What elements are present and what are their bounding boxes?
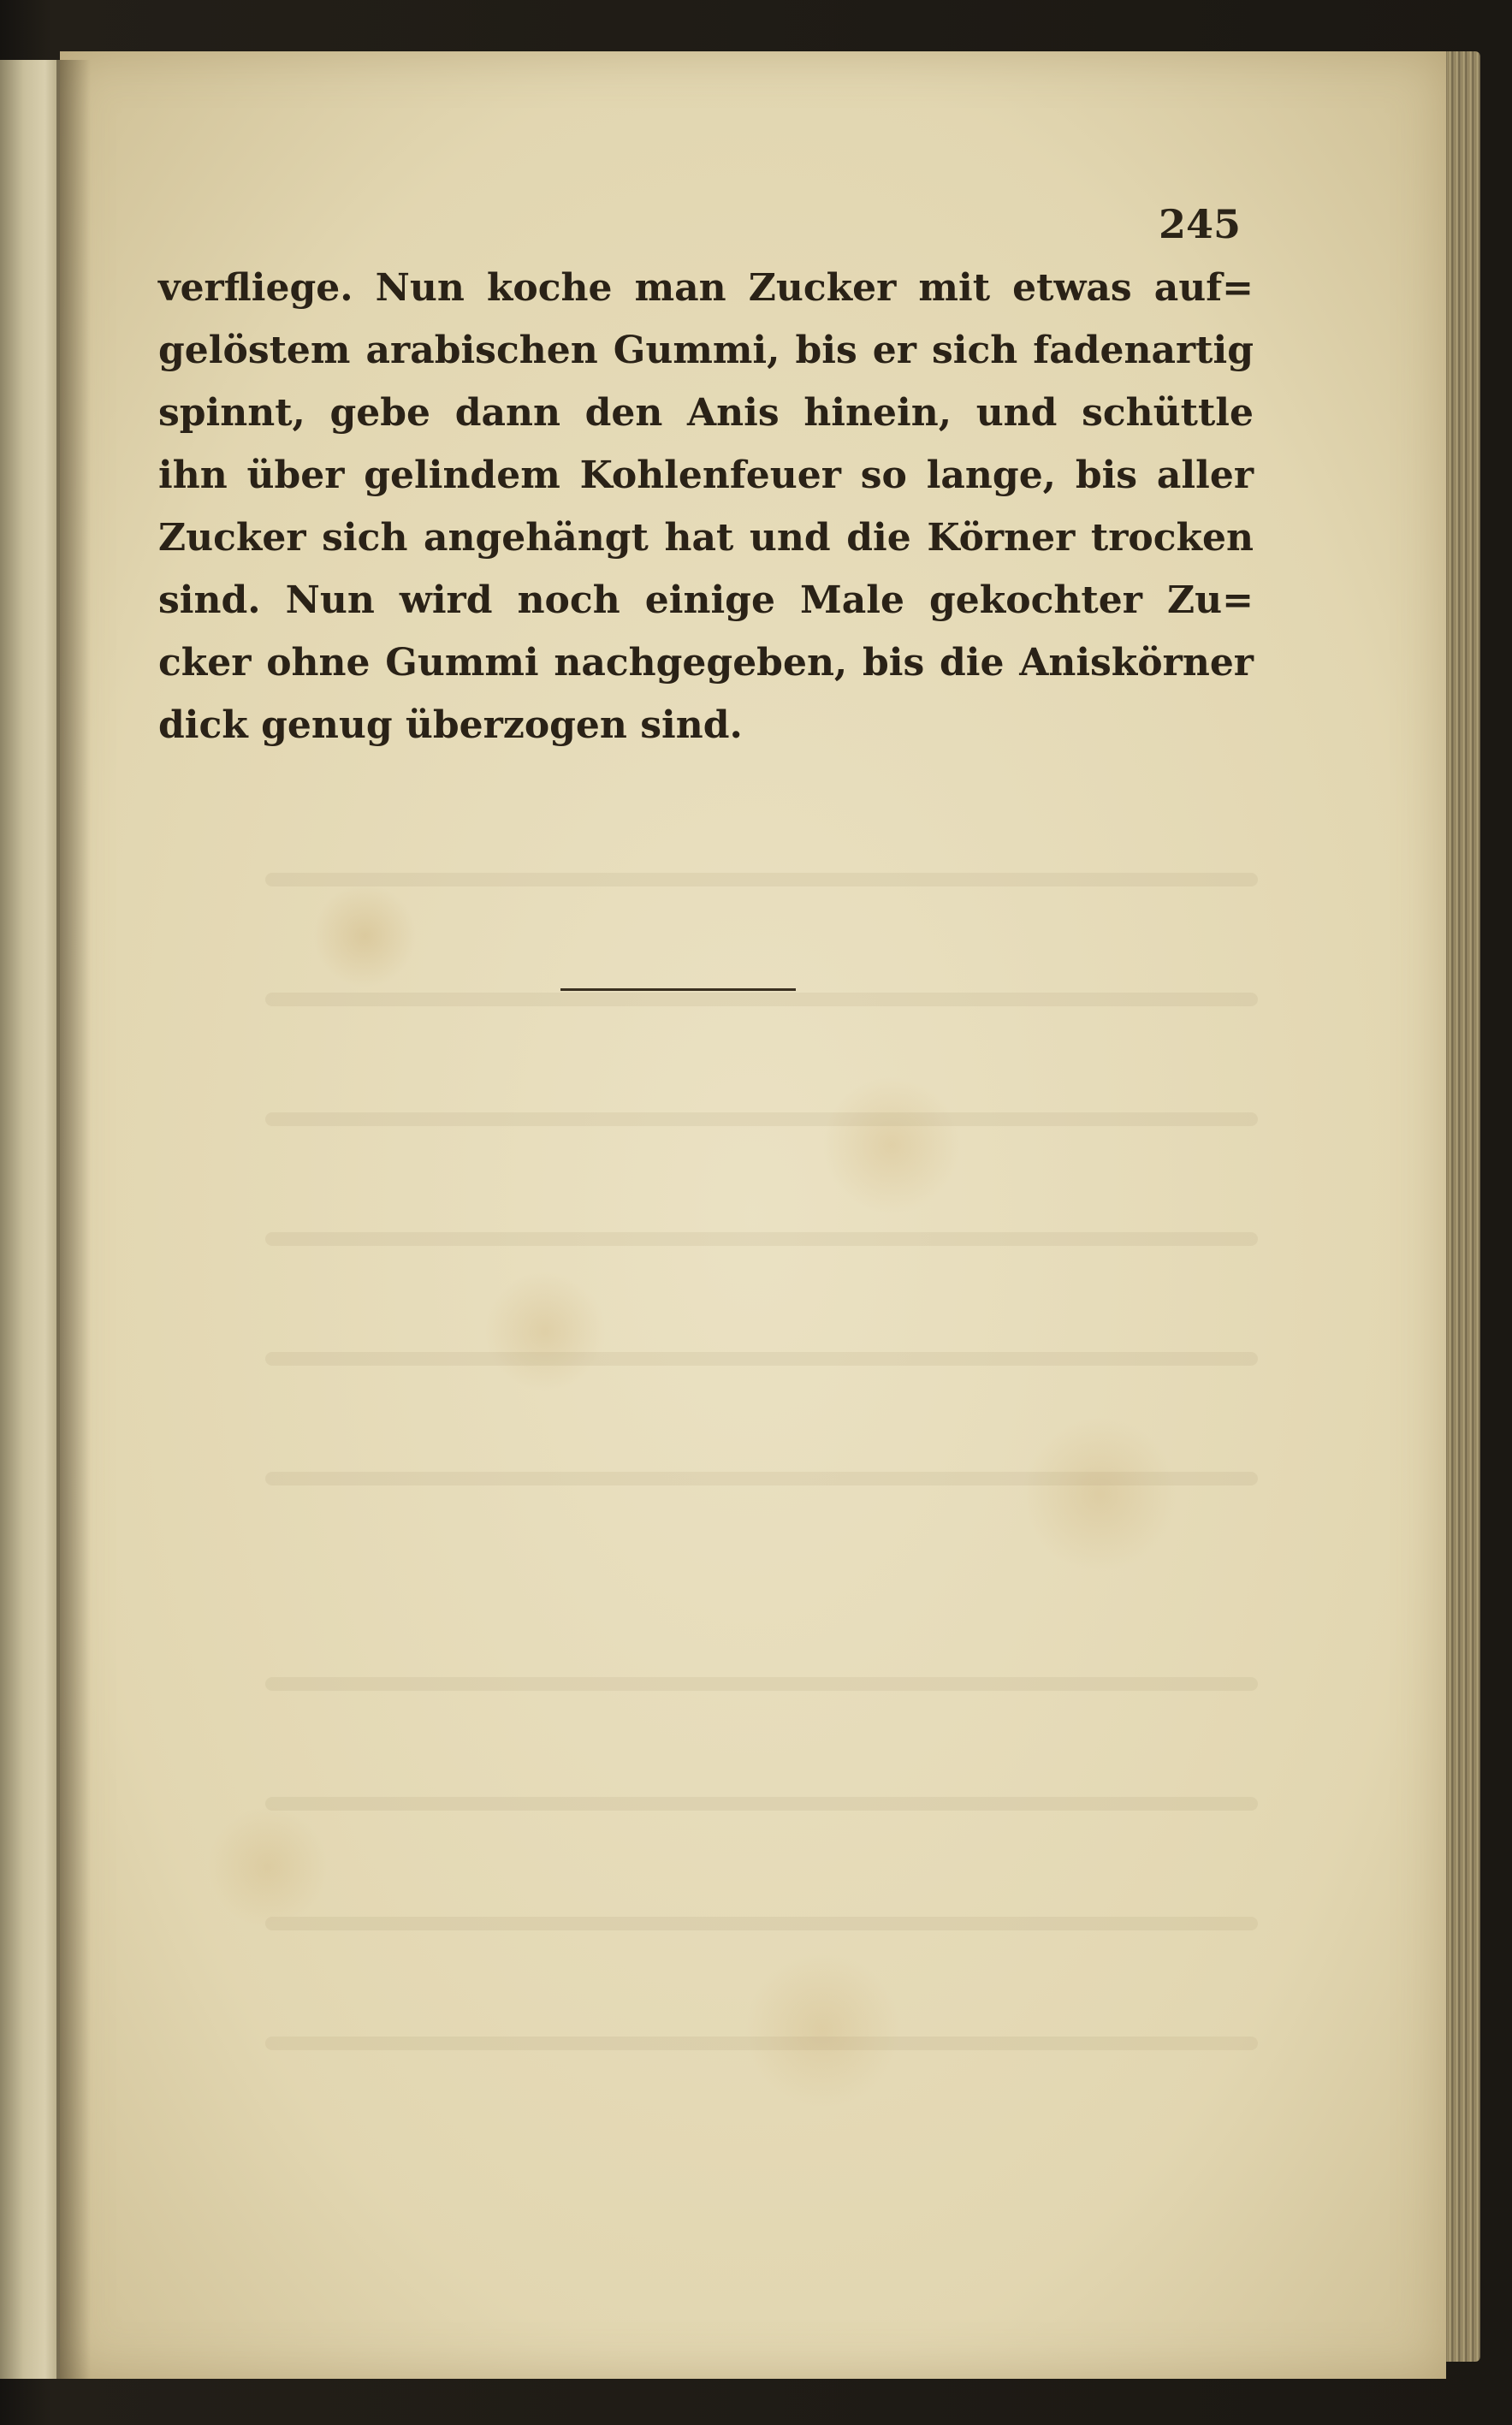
text-line: dick genug überzogen sind.	[158, 703, 743, 747]
text-line: verfliege. Nun koche man Zucker mit etwas auf=	[158, 266, 1254, 310]
text-line: spinnt, gebe dann den Anis hinein, und schüttle	[158, 391, 1254, 435]
page-number: 245	[1158, 201, 1241, 247]
bleed-through-text	[265, 1352, 1258, 1366]
bleed-through-text	[265, 1112, 1258, 1126]
section-divider	[560, 988, 796, 991]
text-line: ihn über gelindem Kohlenfeuer so lange, bis aller	[158, 454, 1254, 497]
text-line: Zucker sich angehängt hat und die Körner trocken	[158, 516, 1254, 560]
text-line: cker ohne Gummi nachgegeben, bis die Aniskörner	[158, 641, 1254, 685]
bleed-through-text	[265, 1232, 1258, 1246]
bleed-through-text	[265, 1472, 1258, 1485]
bleed-through-text	[265, 1797, 1258, 1811]
bleed-through-text	[265, 1917, 1258, 1930]
bleed-through-text	[265, 993, 1258, 1006]
bleed-through-text	[265, 2037, 1258, 2050]
gutter-shadow	[56, 60, 91, 2379]
previous-page-edge	[0, 60, 62, 2379]
body-paragraph	[158, 257, 1254, 756]
bleed-through-text	[265, 873, 1258, 886]
bleed-through-text	[265, 1677, 1258, 1691]
text-line: gelöstem arabischen Gummi, bis er sich fadenartig	[158, 329, 1254, 372]
text-line: sind. Nun wird noch einige Male gekochter Zu=	[158, 578, 1254, 622]
